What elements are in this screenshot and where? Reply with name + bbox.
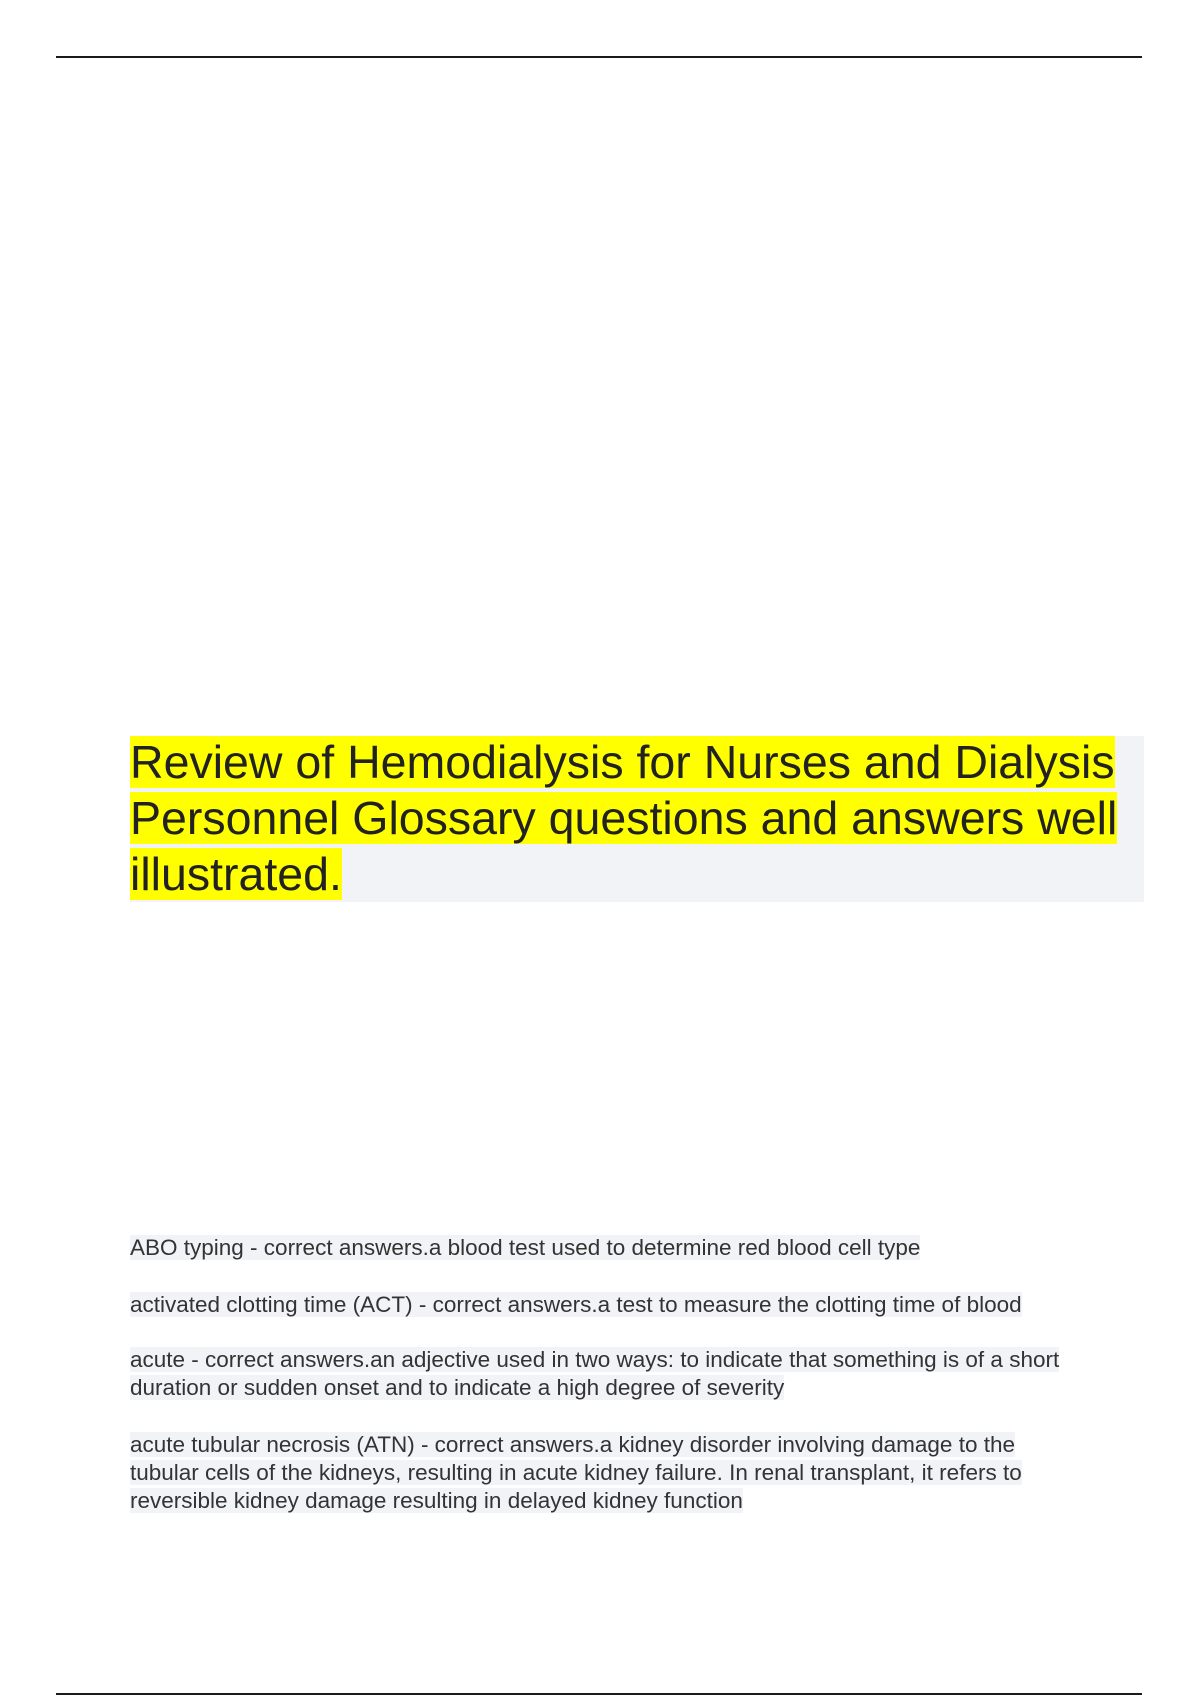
document-title-text: Review of Hemodialysis for Nurses and Dialysis Personnel Glossary questions and answers well illustrated.	[130, 736, 1118, 900]
glossary-entry-text: acute - correct answers.an adjective used in two ways: to indicate that something is of a short duration or sudden onset and to indicate a high degree of severity	[130, 1347, 1060, 1400]
bottom-rule	[56, 1693, 1142, 1695]
glossary-entry	[130, 1234, 1144, 1262]
glossary-entry-text: activated clotting time (ACT) - correct answers.a test to measure the clotting time of blood	[130, 1292, 1022, 1317]
top-rule	[56, 56, 1142, 58]
glossary-entry-text: acute tubular necrosis (ATN) - correct answers.a kidney disorder involving damage to the tubular cells of the kidneys, resulting in acute kidney failure. In renal transplant, it refers to reversible kidney damage resulting in delayed kidney function	[130, 1432, 1022, 1513]
glossary-entry-text: ABO typing - correct answers.a blood test used to determine red blood cell type	[130, 1235, 921, 1260]
glossary-entry	[130, 1291, 1144, 1319]
glossary-entry	[130, 1346, 1144, 1402]
document-title	[130, 734, 1130, 902]
glossary-entry	[130, 1431, 1090, 1515]
